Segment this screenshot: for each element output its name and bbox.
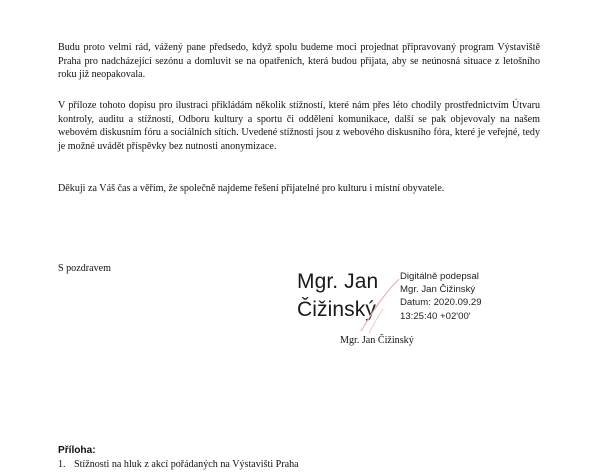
- signature-mark: [355, 275, 405, 335]
- signature-stroke-short: [369, 309, 383, 333]
- paragraph-thanks: Děkuji za Váš čas a věřím, že společně najdeme řešení přijatelné pro kulturu i místní obyvatele.: [58, 183, 445, 194]
- attachment-item: [58, 458, 299, 471]
- signature-detail-line: Datum: 2020.09.29: [400, 297, 482, 309]
- signature-name-line1: Mgr. Jan: [297, 270, 379, 293]
- signature-detail-line: Digitálně podepsal: [400, 271, 479, 282]
- signer-name: Mgr. Jan Čižinský: [340, 335, 414, 346]
- paragraph-meeting: Budu proto velmi rád, vážený pane předsedo, když spolu budeme moci projednat připravovaný program Výstaviště Praha pro nadcházející sezónu a domluvit se na opatřeních, která budou přijata, aby se neúnosná situace z letošního roku již neopakovala.: [58, 42, 540, 81]
- signature-stroke: [361, 279, 399, 331]
- signature-detail-line: 13:25:40 +02'00': [400, 310, 471, 322]
- attachment-text: Stížnosti na hluk z akcí pořádaných na Výstavišti Praha: [74, 459, 299, 470]
- attachments-title: Příloha:: [58, 445, 96, 456]
- signature-name-line2: Čižinský: [297, 298, 376, 321]
- paragraph-attachments-info: V příloze tohoto dopisu pro ilustraci přikládám několik stížností, které nám přes léto chodily prostřednictvím Útvaru kontroly, auditu a stížností, Odboru kultury a sportu či oddělení komunikace, další se pak objevovaly na našem webovém diskusním fóru a sociálních sítích. Uvedené stížnosti jsou z webového diskusního fóra, které je veřejné, tedy je možné uvádět příspěvky bez nutnosti anonymizace.: [58, 100, 540, 152]
- attachment-number: 1.: [58, 459, 66, 470]
- signature-detail-line: Mgr. Jan Čižinský: [400, 284, 476, 296]
- greeting: S pozdravem: [58, 263, 111, 274]
- digital-signature-details: [400, 270, 482, 323]
